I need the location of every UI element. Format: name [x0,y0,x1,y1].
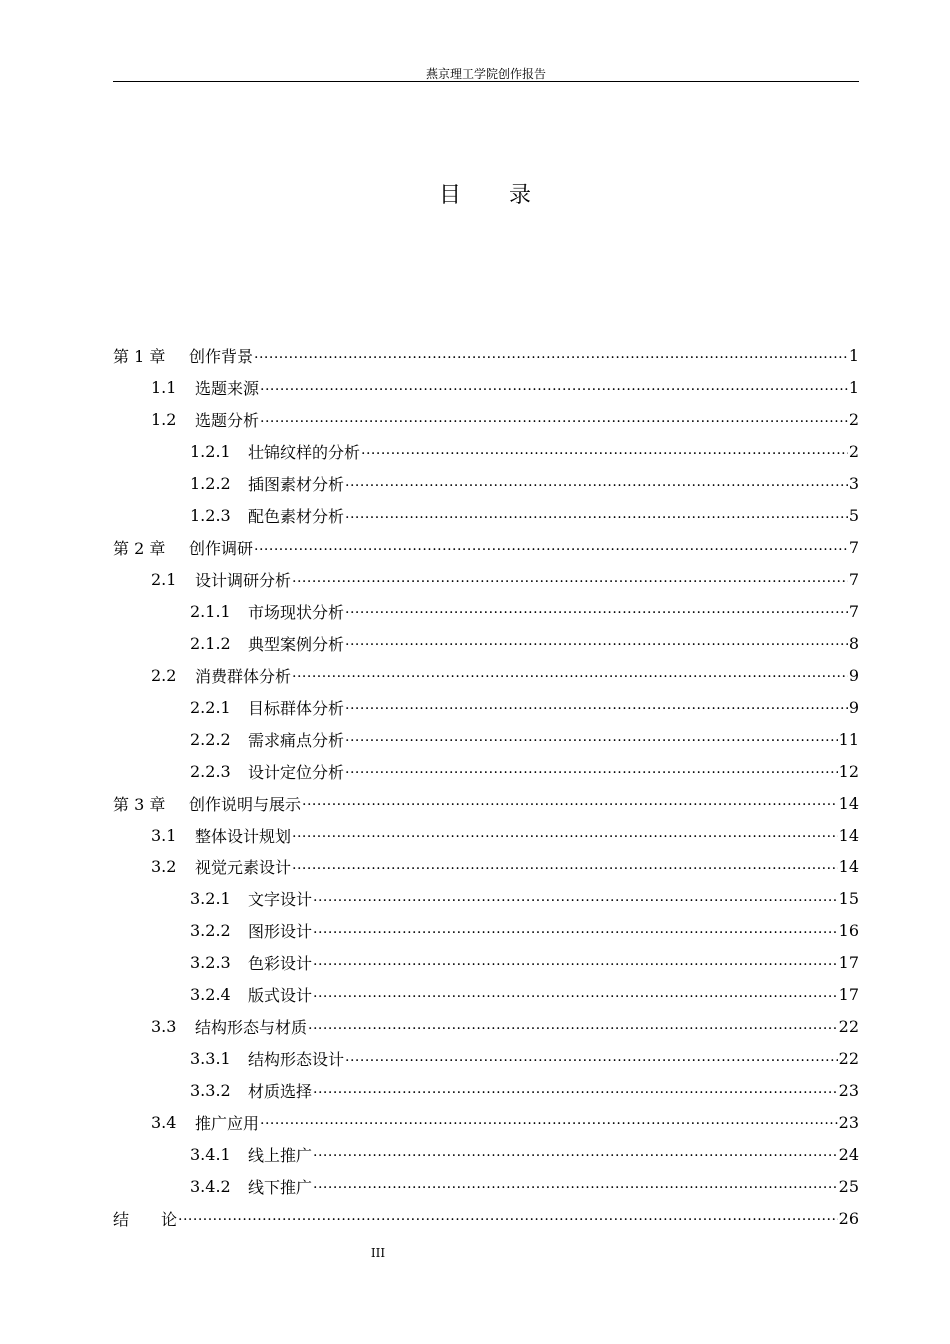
toc-dot-leader [254,348,848,364]
toc-entry-label: 推广应用 [195,1113,260,1133]
toc-entry-number: 3.4.2 [190,1176,231,1196]
toc-dot-leader [260,412,848,428]
toc-entry[interactable] [113,787,859,819]
toc-entry-number: 2.2.3 [190,761,231,781]
toc-entry-page: 15 [838,889,859,909]
toc-entry[interactable] [113,627,859,659]
toc-entry-number: 3.4 [151,1112,177,1132]
toc-entry-label: 线下推广 [248,1177,313,1197]
toc-entry-number: 1.2.2 [190,474,231,494]
toc-entry-page: 7 [848,570,859,590]
toc-dot-leader [313,955,838,971]
toc-entry-label: 选题分析 [195,411,260,431]
toc-entry[interactable] [113,979,859,1011]
toc-entry-label: 结构形态与材质 [195,1018,308,1038]
toc-entry-label: 材质选择 [248,1082,313,1102]
toc-entry[interactable] [113,915,859,947]
toc-entry[interactable] [113,755,859,787]
toc-dot-leader [292,572,848,588]
toc-entry[interactable] [113,1202,859,1234]
toc-entry-label: 设计定位分析 [248,762,345,782]
toc-entry[interactable] [113,883,859,915]
toc-entry-label: 色彩设计 [248,954,313,974]
toc-entry-number: 3.2 [151,857,177,877]
toc-entry-page: 11 [838,729,859,749]
toc-entry-label: 结构形态设计 [248,1050,345,1070]
toc-entry-number: 第 3 章 [113,794,166,814]
toc-entry-label: 图形设计 [248,922,313,942]
toc-entry[interactable] [113,468,859,500]
toc-dot-leader [260,380,848,396]
toc-entry-label: 选题来源 [195,379,260,399]
toc-entry-page: 14 [838,793,859,813]
toc-entry-page: 14 [838,825,859,845]
toc-entry-number: 2.1.1 [190,601,231,621]
toc-entry[interactable] [113,851,859,883]
toc-entry-label: 配色素材分析 [248,507,345,527]
toc-entry-label: 结 论 [113,1209,178,1229]
running-header: 燕京理工学院创作报告 [425,67,546,81]
toc-entry-number: 2.1.2 [190,633,231,653]
toc-entry-label: 插图素材分析 [248,475,345,495]
toc-entry[interactable] [113,340,859,372]
toc-entry-label: 目标群体分析 [248,698,345,718]
toc-entry-number: 2.2.1 [190,697,231,717]
toc-entry-page: 22 [838,1017,859,1037]
title-char-1: 目 [438,183,463,208]
toc-entry-number: 2.1 [151,570,177,590]
toc-dot-leader [345,763,838,779]
toc-dot-leader [345,635,848,651]
toc-entry-number: 3.4.1 [190,1144,231,1164]
toc-dot-leader [345,508,848,524]
toc-dot-leader [313,1178,838,1194]
toc-dot-leader [345,476,848,492]
toc-entry[interactable] [113,659,859,691]
toc-dot-leader [345,699,848,715]
toc-entry-label: 线上推广 [248,1145,313,1165]
toc-entry-number: 1.2.3 [190,506,231,526]
toc-entry-page: 9 [848,697,859,717]
toc-entry[interactable] [113,564,859,596]
toc-entry-label: 版式设计 [248,986,313,1006]
toc-entry-page: 25 [838,1176,859,1196]
toc-entry-number: 3.1 [151,825,177,845]
toc-entry-label: 消费群体分析 [195,666,292,686]
toc-dot-leader [313,987,838,1003]
toc-entry[interactable] [113,372,859,404]
toc-dot-leader [313,891,838,907]
toc-dot-leader [345,1051,838,1067]
toc-entry-label: 市场现状分析 [248,602,345,622]
toc-entry-page: 2 [848,410,859,430]
toc-entry-number: 3.2.3 [190,953,231,973]
toc-entry-page: 23 [838,1081,859,1101]
toc-entry-page: 22 [838,1049,859,1069]
toc-entry-page: 17 [838,985,859,1005]
toc-entry-label: 创作说明与展示 [189,794,302,814]
toc-entry[interactable] [113,436,859,468]
toc-entry-label: 整体设计规划 [195,826,292,846]
toc-entry-page: 17 [838,953,859,973]
toc-entry[interactable] [113,500,859,532]
toc-dot-leader [361,444,848,460]
toc-dot-leader [292,827,838,843]
toc-entry-page: 3 [848,474,859,494]
toc-entry[interactable] [113,947,859,979]
toc-entry[interactable] [113,723,859,755]
toc-entry[interactable] [113,1107,859,1139]
toc-entry-page: 1 [848,378,859,398]
toc-entry-number: 3.3.1 [190,1049,231,1069]
toc-entry[interactable] [113,532,859,564]
toc-entry-page: 7 [848,601,859,621]
toc-dot-leader [313,923,838,939]
toc-entry-label: 设计调研分析 [195,571,292,591]
toc-entry-page: 8 [848,633,859,653]
toc-entry[interactable] [113,1170,859,1202]
toc-entry-label: 需求痛点分析 [248,730,345,750]
header-rule [113,81,859,82]
toc-entry-number: 1.2 [151,410,177,430]
toc-dot-leader [178,1210,838,1226]
toc-entry-number: 第 1 章 [113,347,166,367]
toc-entry-page: 9 [848,665,859,685]
toc-entry-page: 2 [848,442,859,462]
toc-entry-number: 3.2.4 [190,985,231,1005]
toc-dot-leader [292,667,848,683]
toc-entry[interactable] [113,1011,859,1043]
toc-entry-page: 23 [838,1112,859,1132]
toc-entry-number: 3.2.1 [190,889,231,909]
toc-entry[interactable] [113,404,859,436]
toc-entry-page: 26 [838,1208,859,1228]
toc-dot-leader [302,795,838,811]
toc-entry-number: 3.3.2 [190,1081,231,1101]
toc-entry-label: 视觉元素设计 [195,858,292,878]
toc-dot-leader [313,1083,838,1099]
toc-entry-page: 1 [848,346,859,366]
toc-entry-page: 5 [848,506,859,526]
toc-entry-label: 壮锦纹样的分析 [248,443,361,463]
toc-dot-leader [313,1146,838,1162]
toc-entry[interactable] [113,819,859,851]
toc-dot-leader [292,859,838,875]
toc-entry-number: 2.2.2 [190,729,231,749]
toc-entry-page: 14 [838,857,859,877]
page-title [0,178,950,209]
toc-entry-label: 创作调研 [189,539,254,559]
toc-entry-number: 1.2.1 [190,442,231,462]
toc-entry-number: 2.2 [151,665,177,685]
toc-entry-label: 文字设计 [248,890,313,910]
toc-entry-label: 典型案例分析 [248,634,345,654]
page-number: III [370,1246,386,1260]
toc-dot-leader [345,731,838,747]
toc-entry-label: 创作背景 [189,347,254,367]
toc-entry[interactable] [113,1075,859,1107]
toc-dot-leader [260,1114,838,1130]
toc-entry[interactable] [113,596,859,628]
table-of-contents [113,340,859,1234]
toc-entry-number: 3.3 [151,1017,177,1037]
toc-entry-number: 1.1 [151,378,177,398]
toc-entry-page: 24 [838,1144,859,1164]
toc-entry-page: 7 [848,538,859,558]
toc-entry[interactable] [113,1138,859,1170]
toc-entry[interactable] [113,1043,859,1075]
toc-entry-page: 16 [838,921,859,941]
toc-entry[interactable] [113,691,859,723]
toc-dot-leader [345,603,848,619]
toc-entry-page: 12 [838,761,859,781]
toc-dot-leader [308,1019,838,1035]
toc-entry-number: 第 2 章 [113,539,166,559]
title-char-2: 录 [509,183,534,208]
toc-entry-number: 3.2.2 [190,921,231,941]
toc-dot-leader [254,540,848,556]
